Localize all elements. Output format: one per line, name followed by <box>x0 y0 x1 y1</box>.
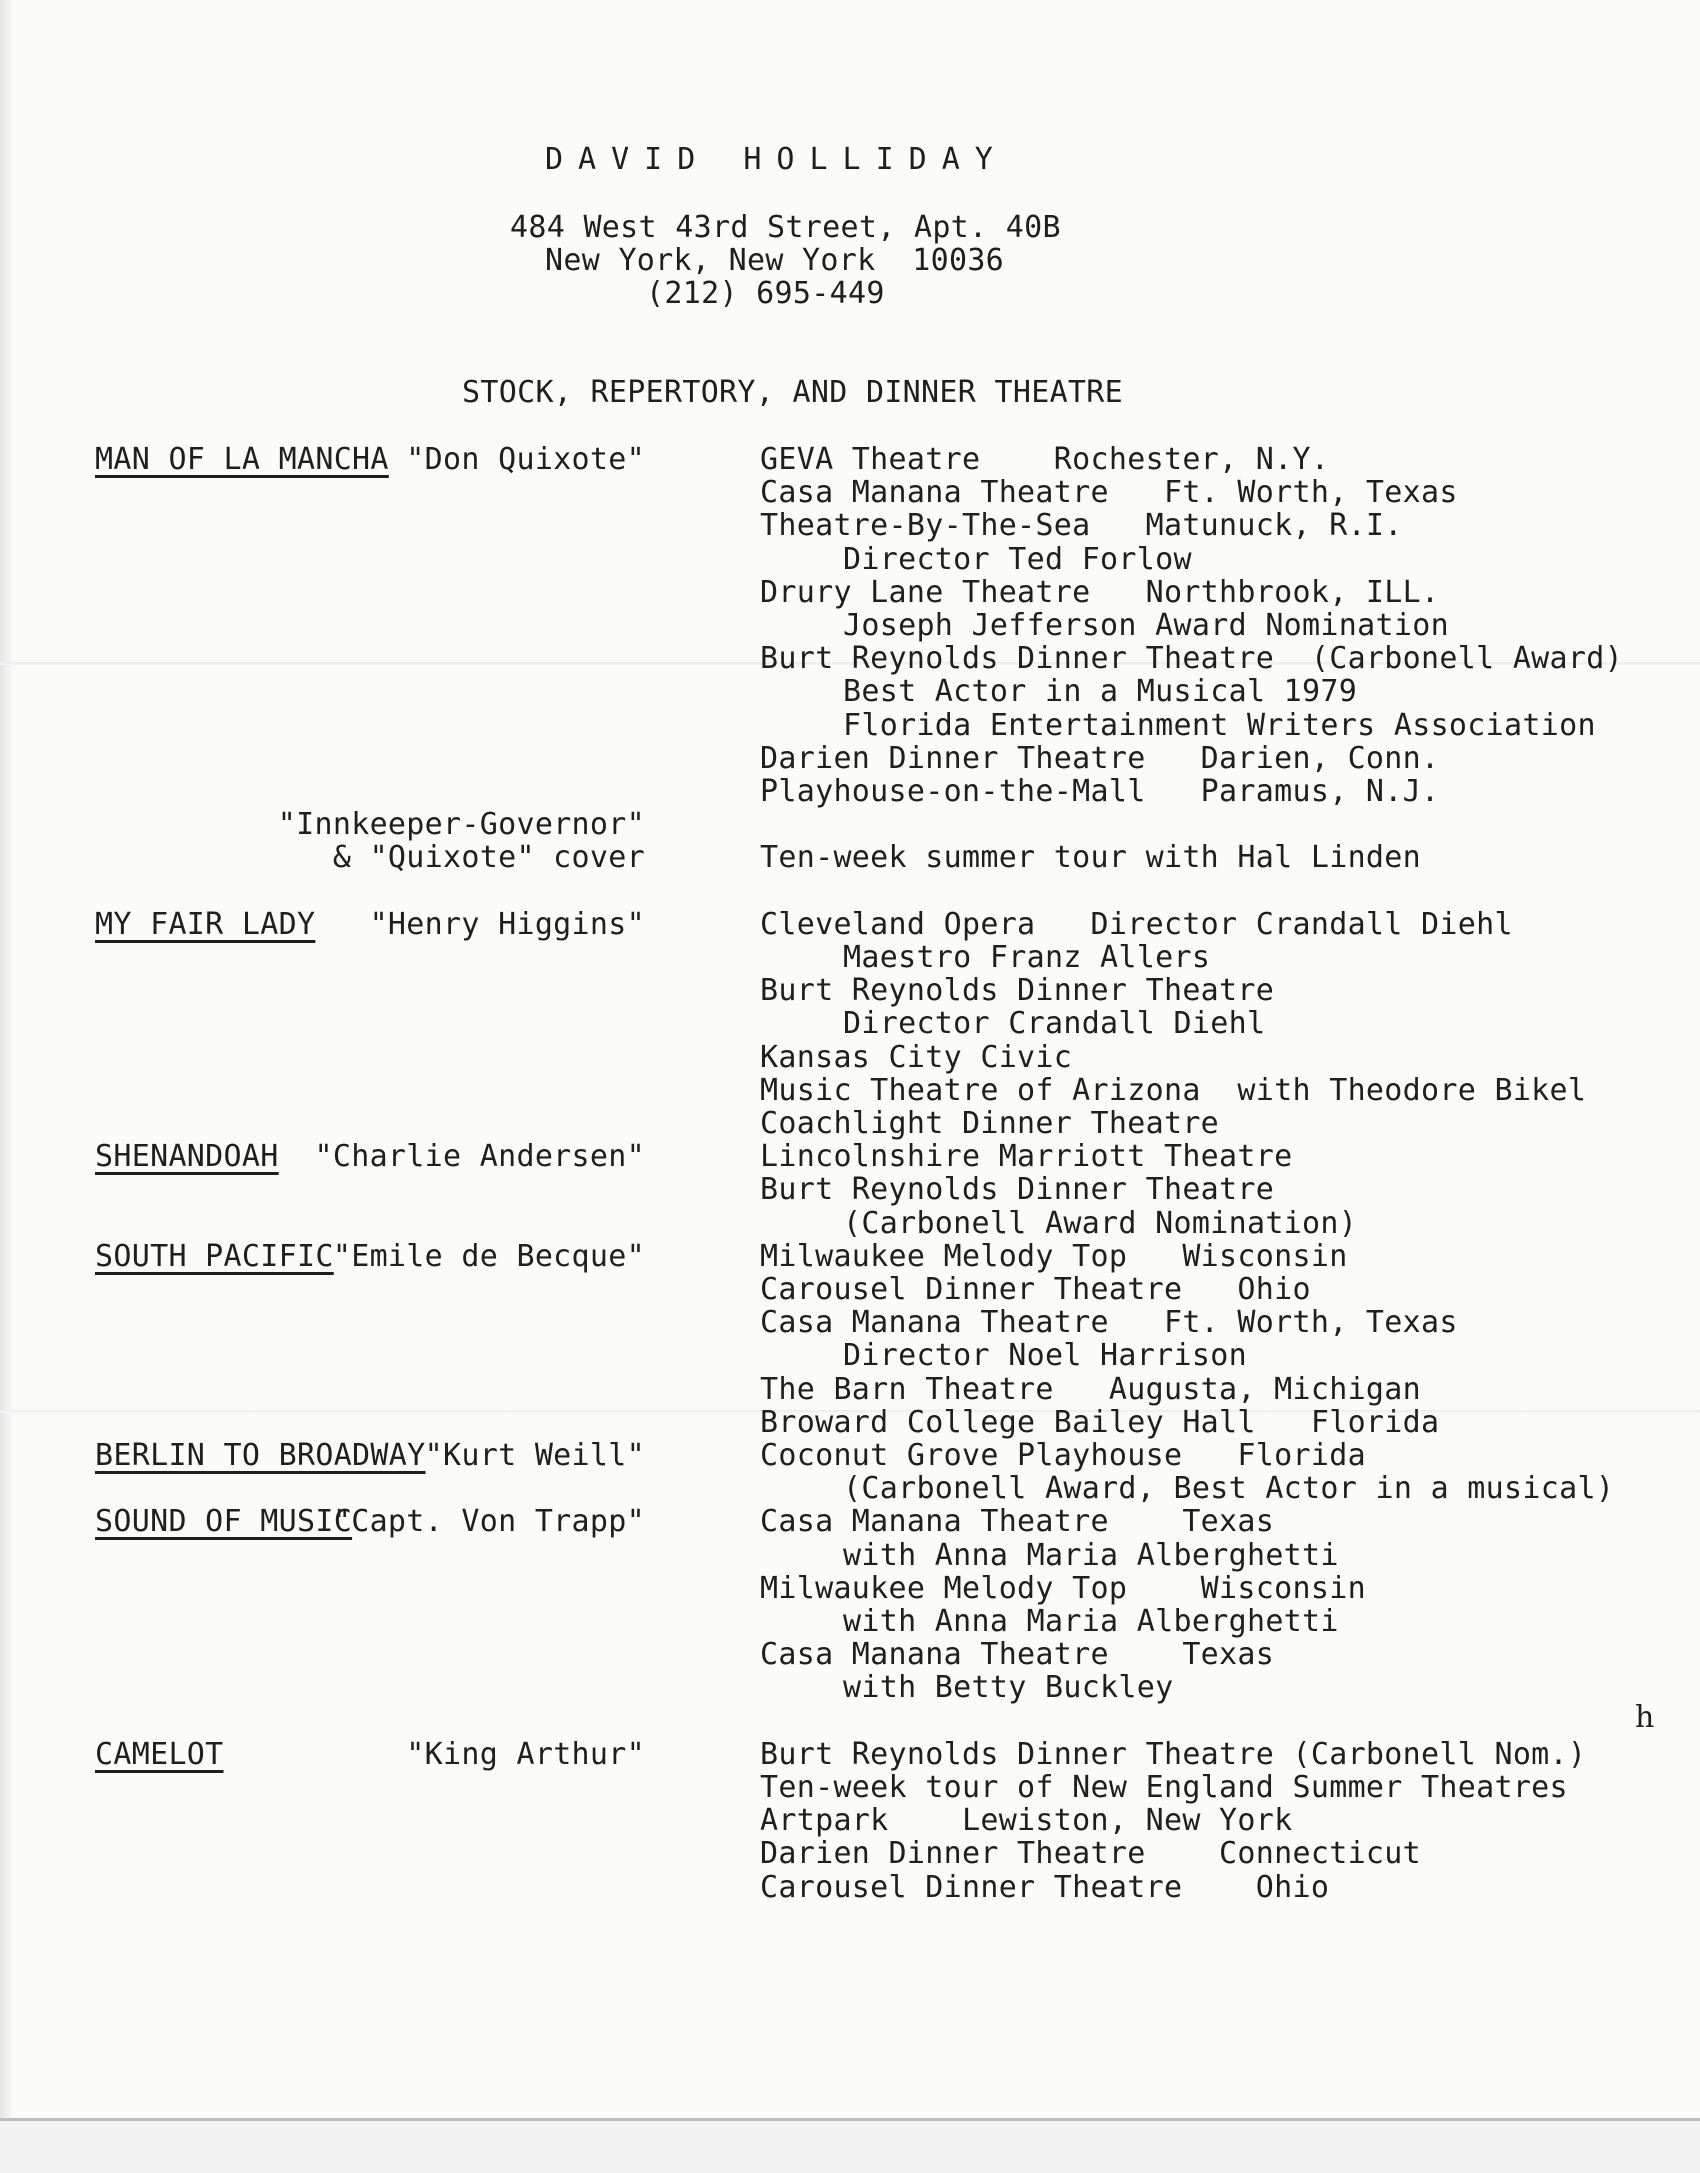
venue-line: The Barn Theatre Augusta, Michigan <box>760 1372 1422 1407</box>
credit-note: Florida Entertainment Writers Association <box>843 708 1596 743</box>
city-line: New York, New York 10036 <box>545 243 1005 278</box>
credit-note: (Carbonell Award Nomination) <box>843 1206 1358 1241</box>
venue-line: Burt Reynolds Dinner Theatre <box>760 1172 1275 1207</box>
role-name: "Henry Higgins" <box>369 907 645 942</box>
venue-line: Cleveland Opera Director Crandall Diehl <box>760 907 1513 942</box>
credit-note: with Betty Buckley <box>843 1670 1174 1705</box>
venue-line: Coachlight Dinner Theatre <box>760 1106 1220 1141</box>
venue-line: Burt Reynolds Dinner Theatre (Carbonell Nom.) <box>760 1737 1587 1772</box>
venue-line: Playhouse-on-the-Mall Paramus, N.J. <box>760 774 1440 809</box>
show-title: BERLIN TO BROADWAY <box>95 1438 426 1473</box>
role-name: "Don Quixote" <box>406 442 645 477</box>
credit-note: Maestro Franz Allers <box>843 940 1211 975</box>
venue-line: Carousel Dinner Theatre Ohio <box>760 1272 1311 1307</box>
venue-line: Burt Reynolds Dinner Theatre <box>760 973 1275 1008</box>
venue-line: GEVA Theatre Rochester, N.Y. <box>760 442 1330 477</box>
section-heading: STOCK, REPERTORY, AND DINNER THEATRE <box>462 375 1124 410</box>
phone-line: (212) 695-449 <box>646 276 885 311</box>
show-title: SOUTH PACIFIC <box>95 1239 334 1274</box>
venue-line: Broward College Bailey Hall Florida <box>760 1405 1440 1440</box>
venue-line: Casa Manana Theatre Ft. Worth, Texas <box>760 475 1458 510</box>
show-title: MY FAIR LADY <box>95 907 316 942</box>
page-bottom-edge <box>0 2118 1700 2173</box>
role-name: "Emile de Becque" <box>332 1239 645 1274</box>
venue-line: Ten-week summer tour with Hal Linden <box>760 840 1422 875</box>
venue-line: Casa Manana Theatre Texas <box>760 1637 1275 1672</box>
venue-line: Theatre-By-The-Sea Matunuck, R.I. <box>760 508 1403 543</box>
credit-note: Director Noel Harrison <box>843 1338 1247 1373</box>
show-title: SOUND OF MUSIC <box>95 1504 353 1539</box>
credit-note: (Carbonell Award, Best Actor in a musical) <box>843 1471 1615 1506</box>
venue-line: Lincolnshire Marriott Theatre <box>760 1139 1293 1174</box>
role-name: & "Quixote" cover <box>332 840 645 875</box>
show-title: CAMELOT <box>95 1737 224 1772</box>
credit-note: Director Ted Forlow <box>843 542 1192 577</box>
venue-line: Darien Dinner Theatre Darien, Conn. <box>760 741 1440 776</box>
venue-line: Artpark Lewiston, New York <box>760 1803 1293 1838</box>
credit-note: with Anna Maria Alberghetti <box>843 1538 1339 1573</box>
venue-line: Drury Lane Theatre Northbrook, ILL. <box>760 575 1440 610</box>
venue-line: Kansas City Civic <box>760 1040 1073 1075</box>
credit-note: Joseph Jefferson Award Nomination <box>843 608 1449 643</box>
show-title: MAN OF LA MANCHA <box>95 442 389 477</box>
role-name: "Capt. Von Trapp" <box>332 1504 645 1539</box>
credit-note: Director Crandall Diehl <box>843 1006 1266 1041</box>
venue-line: Carousel Dinner Theatre Ohio <box>760 1870 1330 1905</box>
scan-left-shadow <box>0 0 14 2170</box>
venue-line: Burt Reynolds Dinner Theatre (Carbonell Award) <box>760 641 1623 676</box>
venue-line: Casa Manana Theatre Ft. Worth, Texas <box>760 1305 1458 1340</box>
role-name: "Innkeeper-Governor" <box>277 807 645 842</box>
address-line: 484 West 43rd Street, Apt. 40B <box>510 210 1061 245</box>
venue-line: Milwaukee Melody Top Wisconsin <box>760 1239 1348 1274</box>
venue-line: Darien Dinner Theatre Connecticut <box>760 1836 1422 1871</box>
credit-note: Best Actor in a Musical 1979 <box>843 674 1358 709</box>
credit-note: with Anna Maria Alberghetti <box>843 1604 1339 1639</box>
page-title: DAVID HOLLIDAY <box>545 142 1008 177</box>
venue-line: Music Theatre of Arizona with Theodore Bikel <box>760 1073 1587 1108</box>
stray-mark: h <box>1635 1700 1655 1735</box>
show-title: SHENANDOAH <box>95 1139 279 1174</box>
role-name: "Charlie Andersen" <box>314 1139 645 1174</box>
role-name: "Kurt Weill" <box>424 1438 645 1473</box>
venue-line: Milwaukee Melody Top Wisconsin <box>760 1571 1366 1606</box>
venue-line: Ten-week tour of New England Summer Theatres <box>760 1770 1568 1805</box>
venue-line: Coconut Grove Playhouse Florida <box>760 1438 1366 1473</box>
role-name: "King Arthur" <box>406 1737 645 1772</box>
venue-line: Casa Manana Theatre Texas <box>760 1504 1275 1539</box>
